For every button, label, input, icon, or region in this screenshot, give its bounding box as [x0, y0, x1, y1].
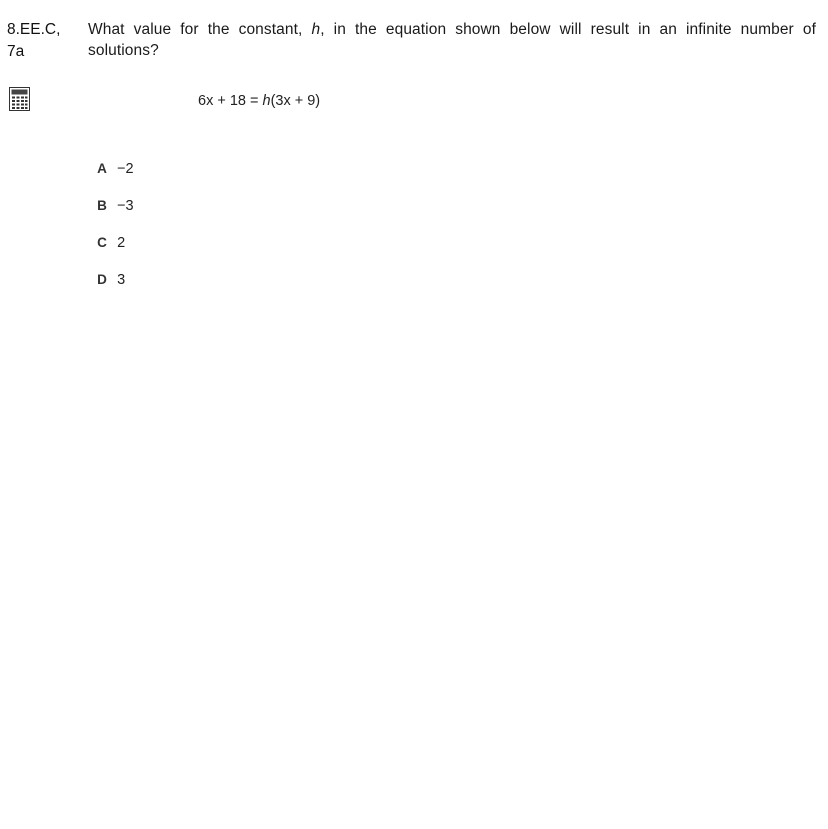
answer-choice-b[interactable] — [89, 182, 134, 214]
question-variable: h — [311, 21, 321, 38]
choice-letter: D — [97, 272, 107, 287]
standard-code — [7, 19, 77, 63]
calculator-icon — [9, 87, 30, 111]
answer-choice-c[interactable] — [89, 219, 125, 251]
choice-letter: C — [97, 235, 107, 250]
standard-code-line2: 7a — [7, 43, 25, 60]
choice-value: 2 — [117, 235, 126, 251]
question-part1: What value for the constant, — [88, 21, 303, 38]
choice-letter: A — [97, 161, 107, 176]
equation — [198, 93, 320, 109]
question-text — [88, 19, 816, 61]
choice-value: 3 — [117, 272, 126, 288]
standard-code-line1: 8.EE.C, — [7, 21, 61, 38]
equation-variable: h — [262, 93, 271, 109]
answer-choice-a[interactable] — [89, 145, 134, 177]
question-part2: , in the equation shown below will result in an infinite number of solutions? — [88, 21, 816, 59]
choice-letter: B — [97, 198, 107, 213]
answer-choice-d[interactable] — [89, 256, 125, 288]
equation-right: (3x + 9) — [270, 93, 321, 109]
choice-value: −3 — [117, 198, 134, 214]
choice-value: −2 — [117, 161, 134, 177]
equation-left: 6x + 18 = — [198, 93, 263, 109]
